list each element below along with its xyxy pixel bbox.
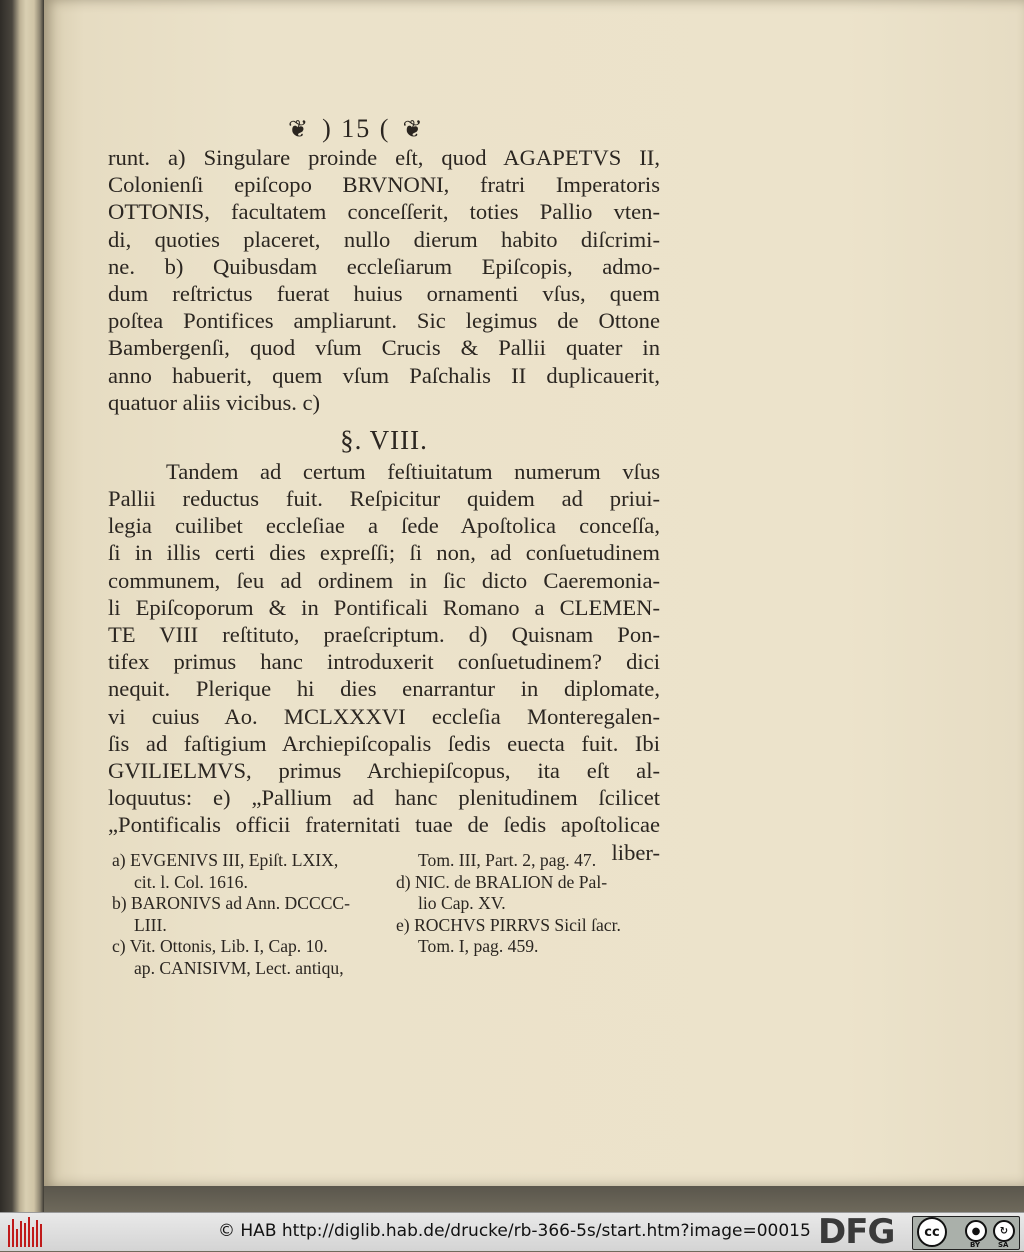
text-line: loquutus: e) „Pallium ad hanc plenitudinem ſcilicet: [108, 785, 660, 811]
footnote-line: lio Cap. XV.: [418, 893, 506, 913]
footnote-line: d) NIC. de BRALION de Pal-: [396, 871, 608, 892]
sa-label: SA: [998, 1241, 1009, 1249]
text-line: li Epiſcoporum & in Pontificali Romano a CLEMEN-: [108, 594, 660, 620]
footer-bar: [0, 1212, 1024, 1251]
text-line: Pallii reductus fuit. Reſpicitur quidem ad priui-: [108, 486, 660, 512]
text-line: anno habuerit, quem vſum Paſchalis II duplicauerit,: [108, 362, 660, 388]
by-icon: ●: [965, 1220, 987, 1242]
running-head: [288, 112, 488, 146]
ornament-left-icon: ❦: [288, 116, 311, 143]
footnote-line: ap. CANISIVM, Lect. antiqu,: [134, 957, 344, 978]
cc-license-badge[interactable]: [912, 1216, 1020, 1250]
text-line: TE VIII reſtituto, praeſcriptum. d) Quisnam Pon-: [108, 622, 660, 647]
book-edge: [0, 0, 44, 1212]
text-line: vi cuius Ao. MCLXXXVI eccleſia Monteregalen-: [108, 703, 660, 729]
text-line: Bambergenſi, quod vſum Crucis & Pallii quater in: [108, 335, 660, 361]
text-line: „Pontificalis officii fraternitati tuae de ſedis apoſtolicae: [108, 812, 660, 838]
footnote-line: Tom. III, Part. 2, pag. 47.: [418, 850, 597, 870]
footnote-line: LIII.: [134, 914, 167, 935]
section-heading: §. VIII.: [340, 424, 428, 455]
text-line: Tandem ad certum feſtiuitatum numerum vſus: [166, 458, 660, 484]
text-line: runt. a) Singulare proinde eſt, quod AGAPETVS II,: [108, 145, 660, 170]
text-line: Colonienſi epiſcopo BRVNONI, fratri Imperatoris: [108, 172, 660, 198]
text-line: GVILIELMVS, primus Archiepiſcopus, ita eſt al-: [108, 757, 660, 783]
ornament-right-icon: ❦: [402, 116, 425, 143]
footnote-line: c) Vit. Ottonis, Lib. I, Cap. 10.: [112, 936, 328, 956]
footnotes-left: [112, 850, 374, 979]
text-line: OTTONIS, facultatem conceſſerit, toties Pallio vten-: [108, 199, 660, 225]
footnote-line: Tom. I, pag. 459.: [418, 936, 539, 956]
page-number: ) 15 (: [322, 114, 391, 143]
text-line: communem, ſeu ad ordinem in ſic dicto Caeremonia-: [108, 567, 660, 593]
text-line: poſtea Pontifices ampliarunt. Sic legimus de Ottone: [108, 308, 660, 334]
page-shadow: [44, 1186, 1024, 1212]
main-text: [108, 144, 660, 866]
footnote-line: e) ROCHVS PIRRVS Sicil ſacr.: [396, 914, 621, 935]
footnote-line: b) BARONIVS ad Ann. DCCCC-: [112, 893, 351, 913]
text-line: di, quoties placeret, nullo dierum habito diſcrimi-: [108, 226, 660, 252]
hab-barcode-logo-icon[interactable]: [8, 1217, 44, 1247]
dfg-logo-icon[interactable]: DFG: [818, 1212, 895, 1252]
text-line: tifex primus hanc introduxerit conſuetudinem? dici: [108, 649, 660, 675]
catchword: liber-: [611, 839, 660, 865]
text-line: ne. b) Quibusdam eccleſiarum Epiſcopis, admo-: [108, 253, 660, 279]
footnotes-right: [396, 850, 658, 958]
text-line: quatuor aliis vicibus. c): [108, 389, 321, 415]
text-line: nequit. Plerique hi dies enarrantur in diplomate,: [108, 676, 660, 702]
by-label: BY: [970, 1241, 981, 1249]
text-line: ſi in illis certi dies expreſſi; ſi non, ad conſuetudinem: [108, 540, 660, 566]
footnote-line: cit. l. Col. 1616.: [134, 871, 248, 892]
permalink-link[interactable]: © HAB http://diglib.hab.de/drucke/rb-366-5s/start.htm?image=00015: [218, 1221, 811, 1241]
cc-license-icon: cc: [917, 1217, 947, 1247]
text-line: ſis ad faſtigium Archiepiſcopalis ſedis euecta fuit. Ibi: [108, 730, 660, 756]
text-line: dum reſtrictus fuerat huius ornamenti vſus, quem: [108, 280, 660, 306]
text-line: legia cuilibet eccleſiae a ſede Apoſtolica conceſſa,: [108, 513, 660, 539]
footnote-line: a) EVGENIVS III, Epiſt. LXIX,: [112, 850, 339, 870]
sa-icon: ↻: [993, 1220, 1015, 1242]
